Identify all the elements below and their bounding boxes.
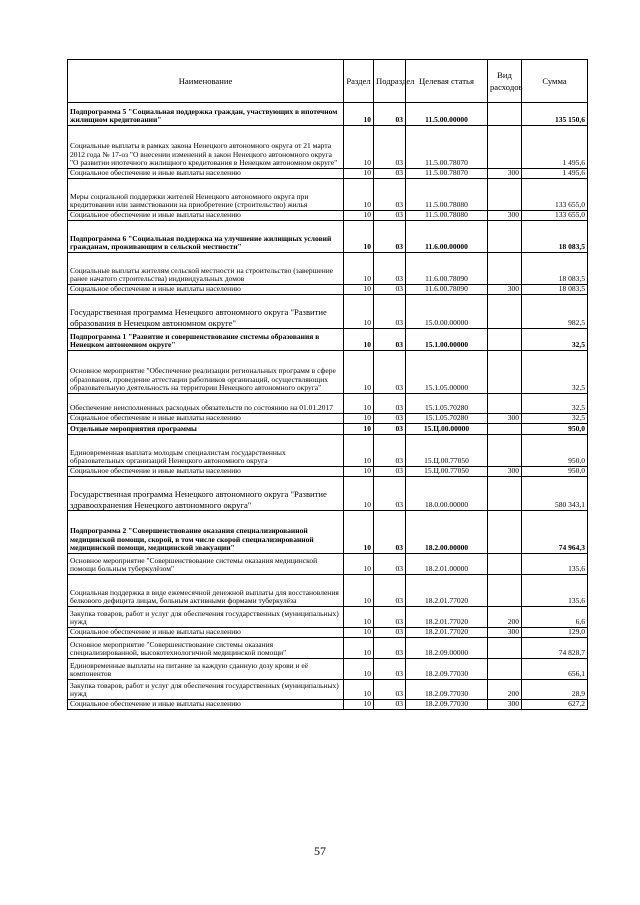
row-sum: 580 343,1 <box>522 477 588 511</box>
row-sum: 133 655,0 <box>522 179 588 211</box>
table-row <box>68 351 588 394</box>
row-section: 10 <box>344 253 374 285</box>
header-expense-type: Вид расходов <box>488 60 522 103</box>
row-expense-type: 300 <box>488 700 522 710</box>
row-sum: 28,9 <box>522 680 588 700</box>
row-target: 18.2.09.77030 <box>406 700 488 710</box>
row-expense-type <box>488 435 522 467</box>
row-target: 15.1.05.00000 <box>406 351 488 394</box>
row-expense-type: 300 <box>488 467 522 477</box>
row-name: Государственная программа Ненецкого автономного округа "Развитие образования в Ненецком автономном округе" <box>68 295 344 329</box>
table-row <box>68 253 588 285</box>
row-name: Подпрограмма 6 "Социальная поддержка на улучшение жилищных условий гражданам, проживающим в сельской местности" <box>68 221 344 253</box>
row-expense-type <box>488 575 522 607</box>
row-expense-type <box>488 253 522 285</box>
row-expense-type <box>488 659 522 680</box>
row-target: 15.1.05.70280 <box>406 394 488 414</box>
row-target: 11.6.00.78090 <box>406 253 488 285</box>
row-expense-type: 200 <box>488 607 522 628</box>
row-name: Подпрограмма 1 "Развитие и совершенствование системы образования в Ненецком автономном округе" <box>68 329 344 351</box>
table-row <box>68 394 588 414</box>
row-expense-type <box>488 394 522 414</box>
row-subsection: 03 <box>374 103 406 126</box>
row-section: 10 <box>344 351 374 394</box>
row-target: 15.Ц.00.77050 <box>406 467 488 477</box>
row-subsection: 03 <box>374 435 406 467</box>
row-target: 18.2.01.77020 <box>406 628 488 638</box>
row-subsection: 03 <box>374 575 406 607</box>
row-sum: 982,5 <box>522 295 588 329</box>
row-sum: 950,0 <box>522 435 588 467</box>
row-section: 10 <box>344 575 374 607</box>
table-row <box>68 575 588 607</box>
row-target: 11.5.00.00000 <box>406 103 488 126</box>
row-target: 11.6.00.78090 <box>406 285 488 295</box>
header-name: Наименование <box>68 60 344 103</box>
row-name: Отдельные мероприятия программы <box>68 424 344 435</box>
row-sum: 135 150,6 <box>522 103 588 126</box>
row-name: Социальное обеспечение и иные выплаты населению <box>68 700 344 710</box>
table-row <box>68 179 588 211</box>
row-sum: 1 495,6 <box>522 126 588 169</box>
table-row <box>68 628 588 638</box>
row-name: Закупка товаров, работ и услуг для обеспечения государственных (муниципальных) нужд <box>68 607 344 628</box>
row-sum: 656,1 <box>522 659 588 680</box>
row-name: Социальное обеспечение и иные выплаты населению <box>68 211 344 221</box>
header-subsection: Подраздел <box>374 60 406 103</box>
row-section: 10 <box>344 700 374 710</box>
row-sum: 32,5 <box>522 414 588 424</box>
row-sum: 129,0 <box>522 628 588 638</box>
row-subsection: 03 <box>374 511 406 554</box>
row-section: 10 <box>344 414 374 424</box>
row-expense-type <box>488 477 522 511</box>
row-section: 10 <box>344 554 374 575</box>
row-sum: 135,6 <box>522 554 588 575</box>
row-expense-type: 200 <box>488 680 522 700</box>
row-section: 10 <box>344 477 374 511</box>
row-section: 10 <box>344 211 374 221</box>
row-target: 15.1.00.00000 <box>406 329 488 351</box>
row-expense-type <box>488 424 522 435</box>
row-name: Единовременные выплаты на питание за каждую сданную дозу крови и её компонентов <box>68 659 344 680</box>
row-name: Подпрограмма 2 "Совершенствование оказания специализированной медицинской помощи, скорой, в том числе скорой специализированной медицинской помощи, медицинской эвакуации" <box>68 511 344 554</box>
table-row <box>68 169 588 179</box>
row-subsection: 03 <box>374 659 406 680</box>
row-subsection: 03 <box>374 467 406 477</box>
row-sum: 133 655,0 <box>522 211 588 221</box>
table-row <box>68 414 588 424</box>
row-section: 10 <box>344 435 374 467</box>
table-row <box>68 700 588 710</box>
row-subsection: 03 <box>374 607 406 628</box>
row-subsection: 03 <box>374 285 406 295</box>
table-row <box>68 511 588 554</box>
row-subsection: 03 <box>374 126 406 169</box>
row-subsection: 03 <box>374 211 406 221</box>
row-sum: 74 964,3 <box>522 511 588 554</box>
row-name: Закупка товаров, работ и услуг для обеспечения государственных (муниципальных) нужд <box>68 680 344 700</box>
row-subsection: 03 <box>374 169 406 179</box>
table-row <box>68 126 588 169</box>
row-expense-type <box>488 221 522 253</box>
row-name: Основное мероприятие "Совершенствование системы оказания специализированной, высокотехнологичной медицинской помощи" <box>68 638 344 659</box>
table-row <box>68 435 588 467</box>
row-subsection: 03 <box>374 179 406 211</box>
row-expense-type <box>488 511 522 554</box>
row-expense-type <box>488 179 522 211</box>
row-expense-type: 300 <box>488 628 522 638</box>
row-expense-type <box>488 329 522 351</box>
row-target: 18.2.00.00000 <box>406 511 488 554</box>
row-sum: 32,5 <box>522 394 588 414</box>
row-subsection: 03 <box>374 394 406 414</box>
row-target: 18.2.01.00000 <box>406 554 488 575</box>
table-row <box>68 424 588 435</box>
row-target: 15.Ц.00.00000 <box>406 424 488 435</box>
row-name: Социальное обеспечение и иные выплаты населению <box>68 285 344 295</box>
row-sum: 950,0 <box>522 424 588 435</box>
row-section: 10 <box>344 295 374 329</box>
row-expense-type <box>488 638 522 659</box>
row-target: 18.2.09.00000 <box>406 638 488 659</box>
row-subsection: 03 <box>374 700 406 710</box>
row-expense-type <box>488 295 522 329</box>
row-expense-type: 300 <box>488 285 522 295</box>
table-row <box>68 221 588 253</box>
header-sum: Сумма <box>522 60 588 103</box>
row-section: 10 <box>344 221 374 253</box>
row-target: 18.2.09.77030 <box>406 680 488 700</box>
row-target: 15.0.00.00000 <box>406 295 488 329</box>
row-section: 10 <box>344 628 374 638</box>
row-sum: 74 828,7 <box>522 638 588 659</box>
row-section: 10 <box>344 285 374 295</box>
row-target: 11.6.00.00000 <box>406 221 488 253</box>
table-row <box>68 680 588 700</box>
row-sum: 32,5 <box>522 329 588 351</box>
row-name: Социальное обеспечение и иные выплаты населению <box>68 467 344 477</box>
table-row <box>68 295 588 329</box>
row-sum: 32,5 <box>522 351 588 394</box>
row-expense-type <box>488 351 522 394</box>
row-subsection: 03 <box>374 680 406 700</box>
row-section: 10 <box>344 103 374 126</box>
row-section: 10 <box>344 511 374 554</box>
row-section: 10 <box>344 329 374 351</box>
row-name: Обеспечение неисполненных расходных обязательств по состоянию на 01.01.2017 <box>68 394 344 414</box>
row-sum: 135,6 <box>522 575 588 607</box>
row-name: Социальное обеспечение и иные выплаты населению <box>68 628 344 638</box>
row-name: Социальное обеспечение и иные выплаты населению <box>68 169 344 179</box>
row-name: Государственная программа Ненецкого автономного округа "Развитие здравоохранения Ненецкого автономного округа" <box>68 477 344 511</box>
row-subsection: 03 <box>374 221 406 253</box>
row-target: 15.Ц.00.77050 <box>406 435 488 467</box>
table-row <box>68 607 588 628</box>
row-subsection: 03 <box>374 628 406 638</box>
row-section: 10 <box>344 424 374 435</box>
table-row <box>68 211 588 221</box>
table-row <box>68 285 588 295</box>
table-row <box>68 638 588 659</box>
row-expense-type <box>488 554 522 575</box>
row-sum: 18 083,5 <box>522 285 588 295</box>
row-subsection: 03 <box>374 638 406 659</box>
row-section: 10 <box>344 169 374 179</box>
row-name: Меры социальной поддержки жителей Ненецкого автономного округа при кредитовании или заимствовании на приобретение (строительство) жилья <box>68 179 344 211</box>
row-section: 10 <box>344 607 374 628</box>
row-name: Единовременная выплата молодым специалистам государственных образовательных организаций Ненецкого автономного округа <box>68 435 344 467</box>
row-expense-type: 300 <box>488 211 522 221</box>
row-subsection: 03 <box>374 253 406 285</box>
row-subsection: 03 <box>374 554 406 575</box>
row-expense-type <box>488 103 522 126</box>
header-target: Целевая статья <box>406 60 488 103</box>
row-section: 10 <box>344 394 374 414</box>
table-row <box>68 329 588 351</box>
row-target: 11.5.00.78070 <box>406 126 488 169</box>
row-sum: 6,6 <box>522 607 588 628</box>
row-target: 11.5.00.78070 <box>406 169 488 179</box>
row-section: 10 <box>344 467 374 477</box>
row-section: 10 <box>344 126 374 169</box>
row-sum: 1 495,6 <box>522 169 588 179</box>
row-name: Подпрограмма 5 "Социальная поддержка граждан, участвующих в ипотечном жилищном кредитовании" <box>68 103 344 126</box>
row-name: Основное мероприятие "Обеспечение реализации региональных программ в сфере образования, проведение аттестации работников организаций, осуществляющих образовательную деятельность на территории Ненецкого автономного округа" <box>68 351 344 394</box>
row-sum: 18 083,5 <box>522 221 588 253</box>
row-target: 11.5.00.78080 <box>406 179 488 211</box>
row-sum: 627,2 <box>522 700 588 710</box>
row-subsection: 03 <box>374 414 406 424</box>
row-target: 11.5.00.78080 <box>406 211 488 221</box>
row-subsection: 03 <box>374 329 406 351</box>
row-subsection: 03 <box>374 351 406 394</box>
row-name: Основное мероприятие "Совершенствование системы оказания медицинской помощи больным туберкулёзом" <box>68 554 344 575</box>
row-section: 10 <box>344 638 374 659</box>
row-target: 18.0.00.00000 <box>406 477 488 511</box>
table-row <box>68 103 588 126</box>
row-name: Социальное обеспечение и иные выплаты населению <box>68 414 344 424</box>
row-target: 15.1.05.70280 <box>406 414 488 424</box>
row-expense-type <box>488 126 522 169</box>
row-expense-type: 300 <box>488 414 522 424</box>
row-subsection: 03 <box>374 477 406 511</box>
table-row <box>68 467 588 477</box>
row-section: 10 <box>344 659 374 680</box>
table-row <box>68 477 588 511</box>
row-target: 18.2.09.77030 <box>406 659 488 680</box>
table-header-row <box>68 60 588 103</box>
row-name: Социальная поддержка в виде ежемесячной денежной выплаты для восстановления белкового дефицита лицам, больным активными формами туберкулёза <box>68 575 344 607</box>
row-sum: 18 083,5 <box>522 253 588 285</box>
row-name: Социальные выплаты жителям сельской местности на строительство (завершение ранее начатого строительства) индивидуальных домов <box>68 253 344 285</box>
row-section: 10 <box>344 680 374 700</box>
row-sum: 950,0 <box>522 467 588 477</box>
row-name: Социальные выплаты в рамках закона Ненецкого автономного округа от 21 марта 2012 года № 17-оз "О внесении изменений в закон Ненецкого автономного округа "О развитии ипотечного жилищного кредитования в Ненецком автономном округе" <box>68 126 344 169</box>
row-section: 10 <box>344 179 374 211</box>
row-target: 18.2.01.77020 <box>406 575 488 607</box>
budget-table <box>67 59 588 710</box>
page-number: 57 <box>314 844 326 858</box>
table-row <box>68 554 588 575</box>
header-section: Раздел <box>344 60 374 103</box>
row-subsection: 03 <box>374 295 406 329</box>
row-subsection: 03 <box>374 424 406 435</box>
row-expense-type: 300 <box>488 169 522 179</box>
row-target: 18.2.01.77020 <box>406 607 488 628</box>
table-row <box>68 659 588 680</box>
